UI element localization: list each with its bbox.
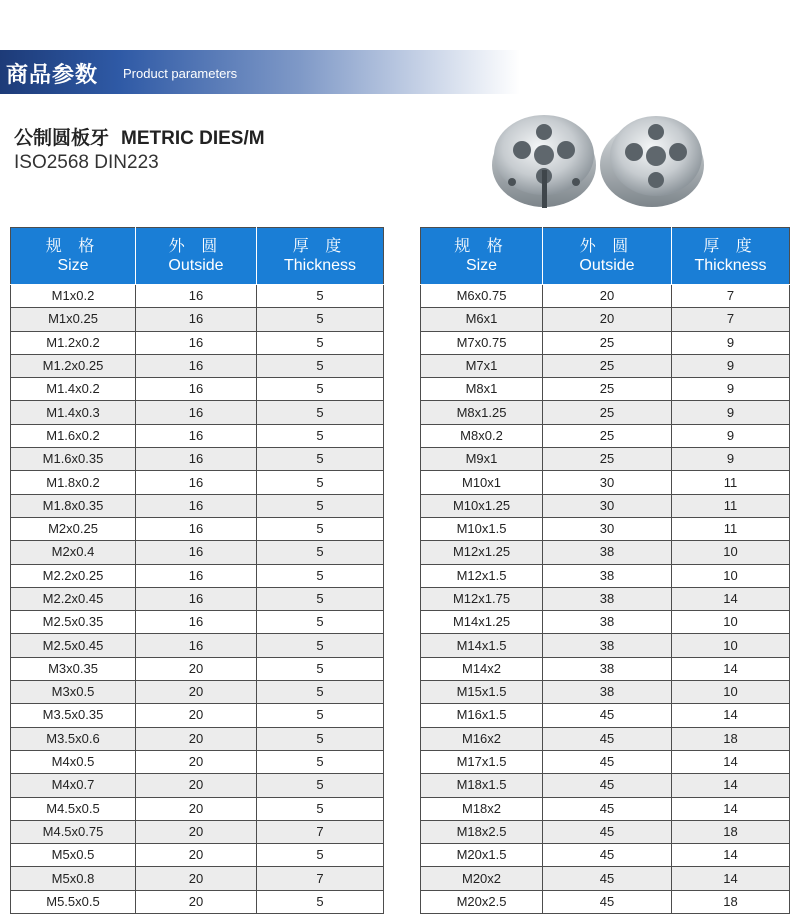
cell-thickness: 9 [672,378,790,401]
cell-outside: 45 [543,797,672,820]
cell-outside: 25 [543,401,672,424]
cell-size: M16x1.5 [421,704,543,727]
cell-thickness: 9 [672,401,790,424]
cell-thickness: 14 [672,704,790,727]
cell-outside: 20 [136,820,257,843]
cell-size: M3.5x0.6 [11,727,136,750]
cell-outside: 20 [136,727,257,750]
table-row [421,517,790,540]
cell-outside: 20 [136,750,257,773]
cell-thickness: 7 [257,820,384,843]
col-header-outside: 外 圆 Outside [136,228,257,285]
table-row [11,750,384,773]
cell-outside: 20 [136,774,257,797]
cell-size: M4x0.5 [11,750,136,773]
table-row [11,681,384,704]
table-row [11,634,384,657]
table-row [11,471,384,494]
table-row [11,401,384,424]
cell-thickness: 14 [672,587,790,610]
table-row [11,587,384,610]
table-row [11,867,384,890]
cell-size: M1.6x0.35 [11,448,136,471]
cell-thickness: 18 [672,890,790,913]
cell-outside: 25 [543,354,672,377]
cell-outside: 25 [543,378,672,401]
cell-outside: 16 [136,378,257,401]
cell-thickness: 5 [257,424,384,447]
table-row [421,797,790,820]
cell-size: M3.5x0.35 [11,704,136,727]
table-row [11,494,384,517]
cell-thickness: 5 [257,611,384,634]
cell-outside: 38 [543,634,672,657]
table-row [421,774,790,797]
table-row [421,285,790,308]
table-row [11,517,384,540]
cell-outside: 38 [543,587,672,610]
cell-size: M8x0.2 [421,424,543,447]
cell-thickness: 11 [672,494,790,517]
cell-thickness: 5 [257,657,384,680]
cell-outside: 16 [136,331,257,354]
cell-size: M2.2x0.25 [11,564,136,587]
cell-outside: 16 [136,517,257,540]
table-row [421,354,790,377]
product-title-en: METRIC DIES/M [121,128,265,149]
cell-size: M3x0.35 [11,657,136,680]
table-row [421,378,790,401]
cell-thickness: 18 [672,820,790,843]
cell-thickness: 5 [257,448,384,471]
table-row [11,308,384,331]
cell-outside: 45 [543,704,672,727]
cell-thickness: 5 [257,285,384,308]
cell-thickness: 5 [257,331,384,354]
cell-size: M7x1 [421,354,543,377]
table-row [11,424,384,447]
cell-outside: 30 [543,471,672,494]
table-row [421,587,790,610]
cell-outside: 30 [543,494,672,517]
cell-size: M16x2 [421,727,543,750]
cell-size: M1x0.25 [11,308,136,331]
cell-outside: 20 [136,890,257,913]
cell-outside: 45 [543,750,672,773]
cell-size: M14x2 [421,657,543,680]
cell-thickness: 10 [672,564,790,587]
cell-size: M5x0.8 [11,867,136,890]
table-header-row [11,228,384,285]
cell-outside: 16 [136,471,257,494]
cell-size: M12x1.5 [421,564,543,587]
cell-outside: 45 [543,844,672,867]
cell-thickness: 5 [257,471,384,494]
cell-size: M4.5x0.5 [11,797,136,820]
cell-outside: 25 [543,331,672,354]
cell-thickness: 18 [672,727,790,750]
cell-size: M12x1.75 [421,587,543,610]
table-row [421,611,790,634]
cell-size: M10x1.25 [421,494,543,517]
table-row [421,890,790,913]
cell-thickness: 5 [257,587,384,610]
cell-thickness: 5 [257,797,384,820]
cell-size: M2.5x0.45 [11,634,136,657]
cell-size: M7x0.75 [421,331,543,354]
table-row [11,820,384,843]
cell-outside: 20 [543,285,672,308]
cell-thickness: 14 [672,774,790,797]
cell-thickness: 14 [672,657,790,680]
cell-outside: 30 [543,517,672,540]
cell-size: M17x1.5 [421,750,543,773]
table-row [11,378,384,401]
cell-size: M18x1.5 [421,774,543,797]
cell-outside: 16 [136,308,257,331]
table-row [11,727,384,750]
cell-size: M1.8x0.35 [11,494,136,517]
cell-size: M10x1 [421,471,543,494]
cell-outside: 25 [543,424,672,447]
table-row [421,750,790,773]
cell-size: M18x2 [421,797,543,820]
cell-size: M2x0.25 [11,517,136,540]
cell-thickness: 5 [257,541,384,564]
cell-size: M8x1.25 [421,401,543,424]
cell-outside: 20 [136,797,257,820]
cell-size: M20x1.5 [421,844,543,867]
table-row [421,867,790,890]
cell-outside: 38 [543,541,672,564]
cell-size: M2.2x0.45 [11,587,136,610]
cell-size: M2x0.4 [11,541,136,564]
table-row [421,448,790,471]
cell-size: M18x2.5 [421,820,543,843]
table-row [11,354,384,377]
table-row [11,774,384,797]
table-row [11,448,384,471]
cell-thickness: 7 [672,285,790,308]
table-row [421,424,790,447]
table-row [11,657,384,680]
cell-outside: 20 [543,308,672,331]
cell-outside: 16 [136,611,257,634]
table-row [421,471,790,494]
cell-outside: 20 [136,844,257,867]
table-row [421,634,790,657]
col-header-size: 规 格 Size [11,228,136,285]
table-row [11,285,384,308]
cell-thickness: 14 [672,797,790,820]
cell-size: M1.2x0.2 [11,331,136,354]
cell-size: M14x1.25 [421,611,543,634]
table-row [11,797,384,820]
cell-size: M1.2x0.25 [11,354,136,377]
table-row [421,657,790,680]
table-row [421,844,790,867]
cell-size: M20x2.5 [421,890,543,913]
spec-table-right [420,227,790,914]
cell-thickness: 5 [257,308,384,331]
cell-thickness: 5 [257,774,384,797]
cell-outside: 45 [543,890,672,913]
table-row [421,727,790,750]
cell-size: M20x2 [421,867,543,890]
cell-size: M5.5x0.5 [11,890,136,913]
col-header-outside: 外 圆 Outside [543,228,672,285]
banner-title-cn: 商品参数 [6,63,99,88]
table-row [421,681,790,704]
cell-size: M5x0.5 [11,844,136,867]
cell-outside: 38 [543,657,672,680]
cell-outside: 16 [136,401,257,424]
cell-thickness: 9 [672,448,790,471]
cell-thickness: 5 [257,517,384,540]
cell-size: M8x1 [421,378,543,401]
col-header-size: 规 格 Size [421,228,543,285]
cell-thickness: 5 [257,564,384,587]
standard-label: ISO2568 DIN223 [14,152,159,173]
table-row [421,401,790,424]
cell-thickness: 5 [257,750,384,773]
cell-outside: 20 [136,867,257,890]
cell-outside: 45 [543,820,672,843]
cell-size: M6x0.75 [421,285,543,308]
cell-thickness: 7 [257,867,384,890]
cell-thickness: 5 [257,890,384,913]
cell-outside: 25 [543,448,672,471]
cell-outside: 16 [136,564,257,587]
cell-outside: 38 [543,564,672,587]
cell-size: M15x1.5 [421,681,543,704]
cell-size: M3x0.5 [11,681,136,704]
table-row [11,564,384,587]
table-row [421,704,790,727]
cell-size: M14x1.5 [421,634,543,657]
cell-thickness: 14 [672,750,790,773]
cell-thickness: 9 [672,424,790,447]
cell-outside: 16 [136,448,257,471]
section-banner [0,50,800,94]
col-header-thickness: 厚 度 Thickness [257,228,384,285]
cell-thickness: 14 [672,844,790,867]
table-row [11,704,384,727]
cell-thickness: 5 [257,378,384,401]
table-row [421,564,790,587]
cell-size: M1.6x0.2 [11,424,136,447]
cell-size: M1.4x0.2 [11,378,136,401]
cell-outside: 38 [543,681,672,704]
cell-outside: 38 [543,611,672,634]
cell-size: M12x1.25 [421,541,543,564]
product-image [492,110,704,210]
col-header-thickness: 厚 度 Thickness [672,228,790,285]
cell-thickness: 5 [257,494,384,517]
table-header-row [421,228,790,285]
table-row [11,890,384,913]
cell-thickness: 11 [672,517,790,540]
cell-outside: 16 [136,587,257,610]
banner-title-en: Product parameters [123,66,238,81]
cell-size: M4.5x0.75 [11,820,136,843]
cell-thickness: 5 [257,681,384,704]
cell-outside: 16 [136,354,257,377]
cell-size: M9x1 [421,448,543,471]
round-dies-illustration [492,110,704,210]
table-row [11,331,384,354]
cell-thickness: 14 [672,867,790,890]
cell-outside: 20 [136,681,257,704]
product-title-cn: 公制圆板牙 [14,127,110,149]
cell-thickness: 11 [672,471,790,494]
cell-size: M4x0.7 [11,774,136,797]
cell-thickness: 9 [672,354,790,377]
cell-thickness: 5 [257,844,384,867]
cell-thickness: 7 [672,308,790,331]
spec-table-left [10,227,384,914]
cell-thickness: 10 [672,634,790,657]
table-row [11,844,384,867]
cell-outside: 20 [136,704,257,727]
cell-outside: 45 [543,774,672,797]
cell-size: M1.4x0.3 [11,401,136,424]
cell-outside: 16 [136,494,257,517]
cell-size: M6x1 [421,308,543,331]
cell-thickness: 5 [257,634,384,657]
cell-outside: 45 [543,867,672,890]
cell-outside: 16 [136,424,257,447]
cell-thickness: 5 [257,354,384,377]
cell-thickness: 10 [672,681,790,704]
table-row [421,331,790,354]
cell-size: M2.5x0.35 [11,611,136,634]
table-row [421,494,790,517]
cell-size: M1x0.2 [11,285,136,308]
table-row [421,820,790,843]
cell-outside: 45 [543,727,672,750]
cell-thickness: 10 [672,611,790,634]
cell-size: M10x1.5 [421,517,543,540]
cell-size: M1.8x0.2 [11,471,136,494]
cell-thickness: 5 [257,401,384,424]
table-row [11,541,384,564]
table-row [11,611,384,634]
cell-outside: 16 [136,285,257,308]
cell-outside: 16 [136,541,257,564]
cell-thickness: 5 [257,727,384,750]
cell-outside: 16 [136,634,257,657]
cell-thickness: 5 [257,704,384,727]
cell-outside: 20 [136,657,257,680]
cell-thickness: 10 [672,541,790,564]
cell-thickness: 9 [672,331,790,354]
table-row [421,308,790,331]
table-row [421,541,790,564]
product-title [14,123,265,150]
